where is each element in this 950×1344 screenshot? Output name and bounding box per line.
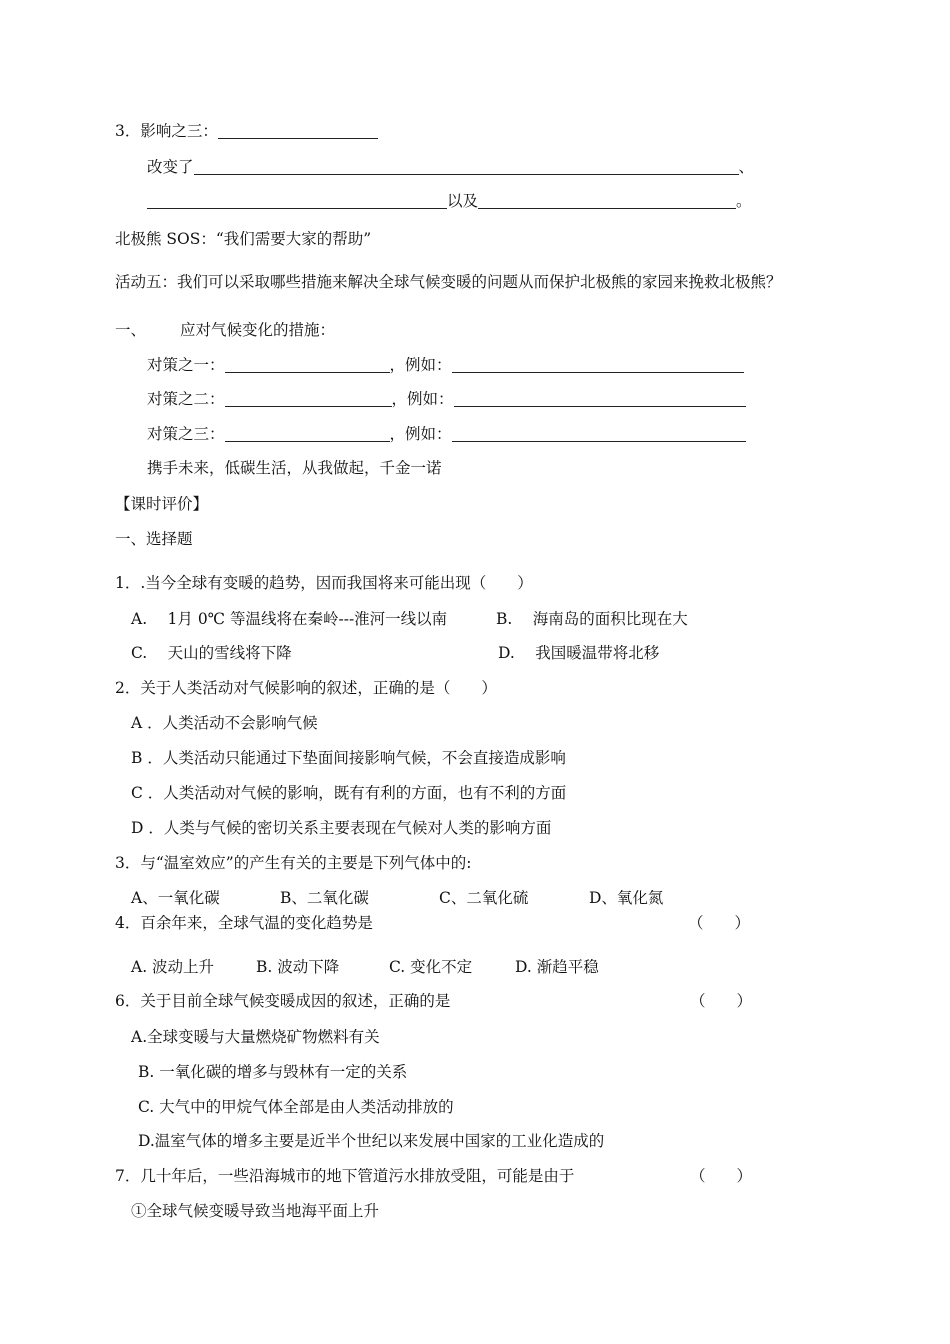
q2-option-b: B ．人类活动只能通过下垫面间接影响气候，不会直接造成影响 (131, 749, 566, 767)
q2-option-c: C ．人类活动对气候的影响，既有有利的方面，也有不利的方面 (131, 784, 567, 802)
changed-end: 、 (738, 158, 755, 176)
q1-option-b: B. 海南岛的面积比现在大 (496, 610, 688, 628)
q6-option-b: B. 一氧化碳的增多与毁林有一定的关系 (138, 1063, 408, 1081)
q6-answer-paren[interactable]: （ ） (690, 992, 753, 1010)
countermeasure-label: 对策之一： (147, 356, 225, 374)
q6-option-c: C. 大气中的甲烷气体全部是由人类活动排放的 (138, 1098, 454, 1116)
q7-option-1: ①全球气候变暖导致当地海平面上升 (131, 1202, 380, 1220)
q3-option-d: D、氧化氮 (589, 889, 664, 907)
q3-option-a: A、一氧化碳 (131, 889, 220, 907)
q2-option-d: D ．人类与气候的密切关系主要表现在气候对人类的影响方面 (131, 819, 552, 837)
question-7-stem: 7．几十年后，一些沿海城市的地下管道污水排放受阻，可能是由于 (115, 1167, 575, 1185)
answer-blank[interactable] (478, 192, 736, 209)
answer-blank[interactable] (218, 122, 378, 139)
period: 。 (736, 192, 752, 210)
q4-option-b: B. 波动下降 (256, 958, 340, 976)
q6-option-a: A.全球变暖与大量燃烧矿物燃料有关 (131, 1028, 380, 1046)
section3-label: 3．影响之三： (115, 122, 218, 140)
q2-option-a: A ．人类活动不会影响气候 (131, 714, 318, 732)
question-6-stem: 6．关于目前全球气候变暖成因的叙述，正确的是 (115, 992, 451, 1010)
q4-option-d: D. 渐趋平稳 (515, 958, 599, 976)
answer-blank[interactable] (194, 158, 739, 175)
example-label: ，例如： (391, 390, 454, 408)
q4-option-a: A. 波动上升 (131, 958, 215, 976)
answer-blank[interactable] (452, 425, 746, 442)
example-label: ，例如： (389, 356, 452, 374)
and-text: 以及 (447, 192, 479, 210)
question-4-stem: 4．百余年来，全球气温的变化趋势是 (115, 914, 373, 932)
q7-answer-paren[interactable]: （ ） (690, 1167, 753, 1185)
slogan: 携手未来，低碳生活，从我做起，千金一诺 (147, 459, 442, 477)
answer-blank[interactable] (147, 192, 447, 209)
q1-option-d: D. 我国暖温带将北移 (498, 644, 660, 662)
polar-bear-sos: 北极熊 SOS：“我们需要大家的帮助” (115, 230, 372, 248)
example-label: ，例如： (389, 425, 452, 443)
section3-and-line (147, 191, 752, 211)
countermeasure-2 (147, 389, 746, 409)
question-1-stem: 1．.当今全球有变暖的趋势，因而我国将来可能出现（ ） (115, 574, 533, 592)
countermeasure-1 (147, 355, 744, 375)
q6-option-d: D.温室气体的增多主要是近半个世纪以来发展中国家的工业化造成的 (138, 1132, 605, 1150)
section3-changed-line (147, 157, 754, 177)
answer-blank[interactable] (225, 425, 390, 442)
evaluation-heading: 【课时评价】 (115, 495, 209, 513)
measures-heading (115, 320, 335, 340)
q1-option-c: C. 天山的雪线将下降 (131, 644, 292, 662)
q3-option-b: B、二氧化碳 (280, 889, 369, 907)
answer-blank[interactable] (454, 390, 746, 407)
question-2-stem: 2．关于人类活动对气候影响的叙述，正确的是（ ） (115, 679, 497, 697)
q1-option-a: A. 1月 0℃ 等温线将在秦岭---淮河一线以南 (131, 610, 448, 628)
changed-prefix: 改变了 (147, 158, 194, 176)
answer-blank[interactable] (225, 390, 392, 407)
q3-option-c: C、二氧化硫 (439, 889, 529, 907)
answer-blank[interactable] (452, 356, 744, 373)
countermeasure-label: 对策之二： (147, 390, 225, 408)
countermeasure-3 (147, 424, 746, 444)
measures-text: 应对气候变化的措施： (180, 321, 336, 339)
measures-number: 一、 (115, 321, 147, 339)
q4-option-c: C. 变化不定 (389, 958, 473, 976)
question-3-stem: 3．与“温室效应”的产生有关的主要是下列气体中的: (115, 854, 472, 872)
q4-answer-paren[interactable]: （ ） (688, 914, 751, 932)
choice-heading: 一、选择题 (115, 530, 193, 548)
countermeasure-label: 对策之三： (147, 425, 225, 443)
section3-line (115, 121, 378, 141)
answer-blank[interactable] (225, 356, 390, 373)
activity-five: 活动五：我们可以采取哪些措施来解决全球气候变暖的问题从而保护北极熊的家园来挽救北极熊？ (115, 273, 782, 291)
